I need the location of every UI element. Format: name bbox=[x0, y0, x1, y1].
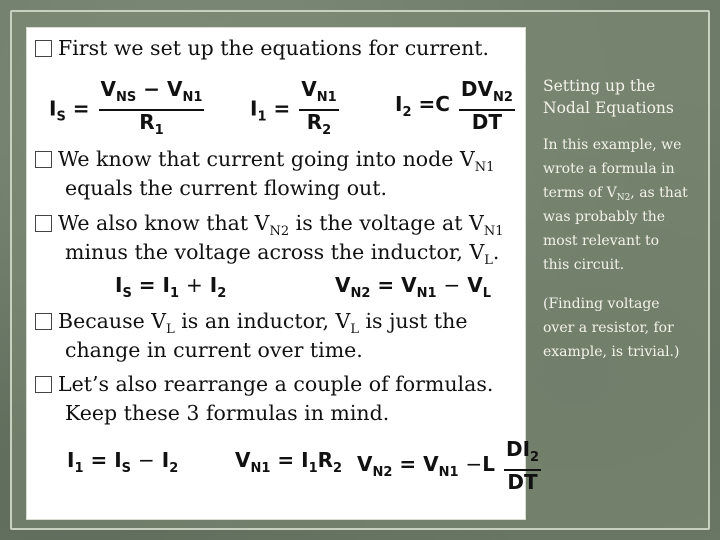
subscript: N1 bbox=[483, 224, 504, 239]
side-line: over a resistor, for bbox=[543, 320, 674, 336]
bullet-text: We also know that V bbox=[58, 211, 270, 235]
subscript: N1 bbox=[474, 160, 495, 175]
eq-term: I bbox=[67, 448, 75, 472]
side-note-1 bbox=[543, 133, 715, 277]
side-line bbox=[543, 181, 715, 205]
eq-term: I bbox=[209, 273, 218, 297]
eq-term: V bbox=[335, 273, 351, 297]
eq-sub: NS bbox=[116, 90, 137, 105]
eq-term: V bbox=[100, 77, 117, 101]
eq-term: DV bbox=[460, 77, 493, 101]
eq-equals: = bbox=[138, 273, 156, 297]
eq-term: V bbox=[401, 273, 417, 297]
eq-term: I bbox=[395, 92, 403, 116]
eq-sub: S bbox=[121, 461, 132, 476]
eq-term: I bbox=[114, 448, 122, 472]
eq-term: V bbox=[423, 452, 439, 476]
side-note-2 bbox=[543, 292, 715, 364]
eq-term: V bbox=[357, 452, 373, 476]
bullet-text: is the voltage at V bbox=[289, 211, 484, 235]
eq-term: I bbox=[49, 96, 57, 121]
subscript: N2 bbox=[269, 224, 290, 239]
equation-i2 bbox=[395, 78, 517, 133]
subscript: L bbox=[166, 322, 175, 337]
eq-term: DT bbox=[507, 470, 538, 494]
eq-sub: S bbox=[122, 286, 132, 301]
eq-equals: = bbox=[72, 96, 90, 121]
eq-sub: 1 bbox=[154, 123, 164, 138]
bullet-text: is just the bbox=[358, 309, 468, 333]
eq-term: L bbox=[482, 452, 496, 476]
bullet-3 bbox=[35, 210, 504, 239]
eq-sub: N2 bbox=[372, 465, 393, 480]
square-bullet-icon bbox=[35, 151, 52, 168]
side-line: In this example, we bbox=[543, 137, 682, 153]
eq-sub: N2 bbox=[350, 286, 371, 301]
eq-sub: N1 bbox=[182, 90, 203, 105]
equation-vn1 bbox=[235, 448, 342, 476]
eq-equals: = bbox=[377, 273, 395, 297]
eq-equals: = bbox=[277, 448, 295, 472]
eq-sub: L bbox=[482, 286, 492, 301]
side-line: example, is trivial.) bbox=[543, 344, 680, 360]
eq-term: R bbox=[317, 448, 334, 472]
equation-i1 bbox=[250, 78, 341, 142]
eq-term: I bbox=[115, 273, 123, 297]
eq-sub: 1 bbox=[74, 461, 84, 476]
bullet-text: minus the voltage across the inductor, V bbox=[65, 240, 485, 264]
side-line: was probably the bbox=[543, 209, 666, 225]
bullet-4-cont bbox=[65, 337, 363, 363]
eq-equals: = bbox=[399, 452, 417, 476]
eq-term: C bbox=[435, 92, 450, 116]
eq-sub: S bbox=[56, 109, 66, 125]
square-bullet-icon bbox=[35, 40, 52, 57]
eq-term: V bbox=[467, 273, 483, 297]
side-line: most relevant to bbox=[543, 233, 660, 249]
eq-fraction bbox=[459, 78, 515, 133]
eq-sub: N2 bbox=[492, 90, 513, 105]
bullet-text: Keep these 3 formulas in mind. bbox=[65, 401, 390, 425]
equation-i1-rearranged bbox=[67, 448, 178, 476]
eq-sub: 2 bbox=[402, 105, 412, 120]
bullet-4 bbox=[35, 308, 468, 337]
bullet-1-text: First we set up the equations for current. bbox=[58, 36, 490, 60]
eq-equals: = bbox=[273, 96, 291, 121]
eq-sub: 2 bbox=[217, 286, 227, 301]
eq-term: DI bbox=[506, 437, 531, 461]
square-bullet-icon bbox=[35, 313, 52, 330]
eq-sub: 2 bbox=[169, 461, 179, 476]
equation-vn2-inductor bbox=[357, 438, 543, 493]
eq-sub: 2 bbox=[322, 123, 332, 138]
side-line: (Finding voltage bbox=[543, 296, 660, 312]
eq-term: V bbox=[301, 77, 317, 101]
content-panel bbox=[27, 28, 540, 519]
side-title bbox=[543, 75, 715, 119]
eq-operator: − bbox=[443, 273, 461, 297]
side-title-line: Nodal Equations bbox=[543, 99, 674, 117]
eq-fraction bbox=[99, 78, 205, 142]
side-text: , as that bbox=[630, 185, 688, 201]
eq-operator: − bbox=[465, 452, 483, 476]
bullet-1 bbox=[35, 35, 489, 61]
bullet-5 bbox=[35, 371, 493, 397]
bullet-5-cont bbox=[65, 400, 389, 426]
eq-sub: 2 bbox=[530, 450, 540, 465]
side-title-line: Setting up the bbox=[543, 77, 656, 95]
eq-sub: N1 bbox=[250, 461, 271, 476]
equation-is bbox=[49, 78, 206, 142]
eq-term: I bbox=[161, 448, 170, 472]
eq-sub: 1 bbox=[169, 286, 180, 301]
bullet-2 bbox=[35, 146, 495, 175]
eq-operator: − bbox=[138, 448, 155, 472]
eq-sub: N1 bbox=[438, 465, 459, 480]
eq-operator: + bbox=[186, 273, 203, 297]
bullet-text: Because V bbox=[58, 309, 167, 333]
eq-sub: 1 bbox=[308, 461, 318, 476]
bullet-text: We know that current going into node V bbox=[58, 147, 475, 171]
bullet-text: . bbox=[492, 240, 500, 264]
subscript: L bbox=[484, 253, 493, 268]
bullet-text: Let’s also rearrange a couple of formulas. bbox=[58, 372, 494, 396]
eq-equals: = bbox=[418, 92, 436, 116]
square-bullet-icon bbox=[35, 376, 52, 393]
side-line: wrote a formula in bbox=[543, 161, 675, 177]
eq-term: − V bbox=[136, 77, 183, 101]
eq-fraction bbox=[299, 78, 338, 142]
eq-term: R bbox=[139, 110, 155, 134]
bullet-text: change in current over time. bbox=[65, 338, 363, 362]
eq-fraction bbox=[504, 438, 541, 493]
eq-term: DT bbox=[471, 110, 503, 134]
bullet-2-cont bbox=[65, 175, 387, 201]
square-bullet-icon bbox=[35, 215, 52, 232]
subscript: L bbox=[350, 322, 359, 337]
eq-term: R bbox=[306, 110, 323, 134]
bullet-3-cont bbox=[65, 239, 500, 268]
eq-sub: 2 bbox=[333, 461, 343, 476]
bullet-text: is an inductor, V bbox=[174, 309, 351, 333]
eq-term: I bbox=[162, 273, 170, 297]
eq-sub: N1 bbox=[316, 90, 337, 105]
side-text: terms of V bbox=[543, 185, 617, 201]
bullet-text: equals the current flowing out. bbox=[65, 176, 387, 200]
subscript: N2 bbox=[616, 193, 631, 203]
eq-sub: N1 bbox=[416, 286, 437, 301]
equation-vn2 bbox=[335, 273, 491, 301]
eq-sub: 1 bbox=[257, 109, 267, 125]
eq-equals: = bbox=[90, 448, 108, 472]
eq-term: I bbox=[301, 448, 309, 472]
equation-kcl bbox=[115, 273, 226, 301]
eq-term: I bbox=[250, 96, 258, 121]
side-line: this circuit. bbox=[543, 257, 625, 273]
eq-term: V bbox=[235, 448, 251, 472]
